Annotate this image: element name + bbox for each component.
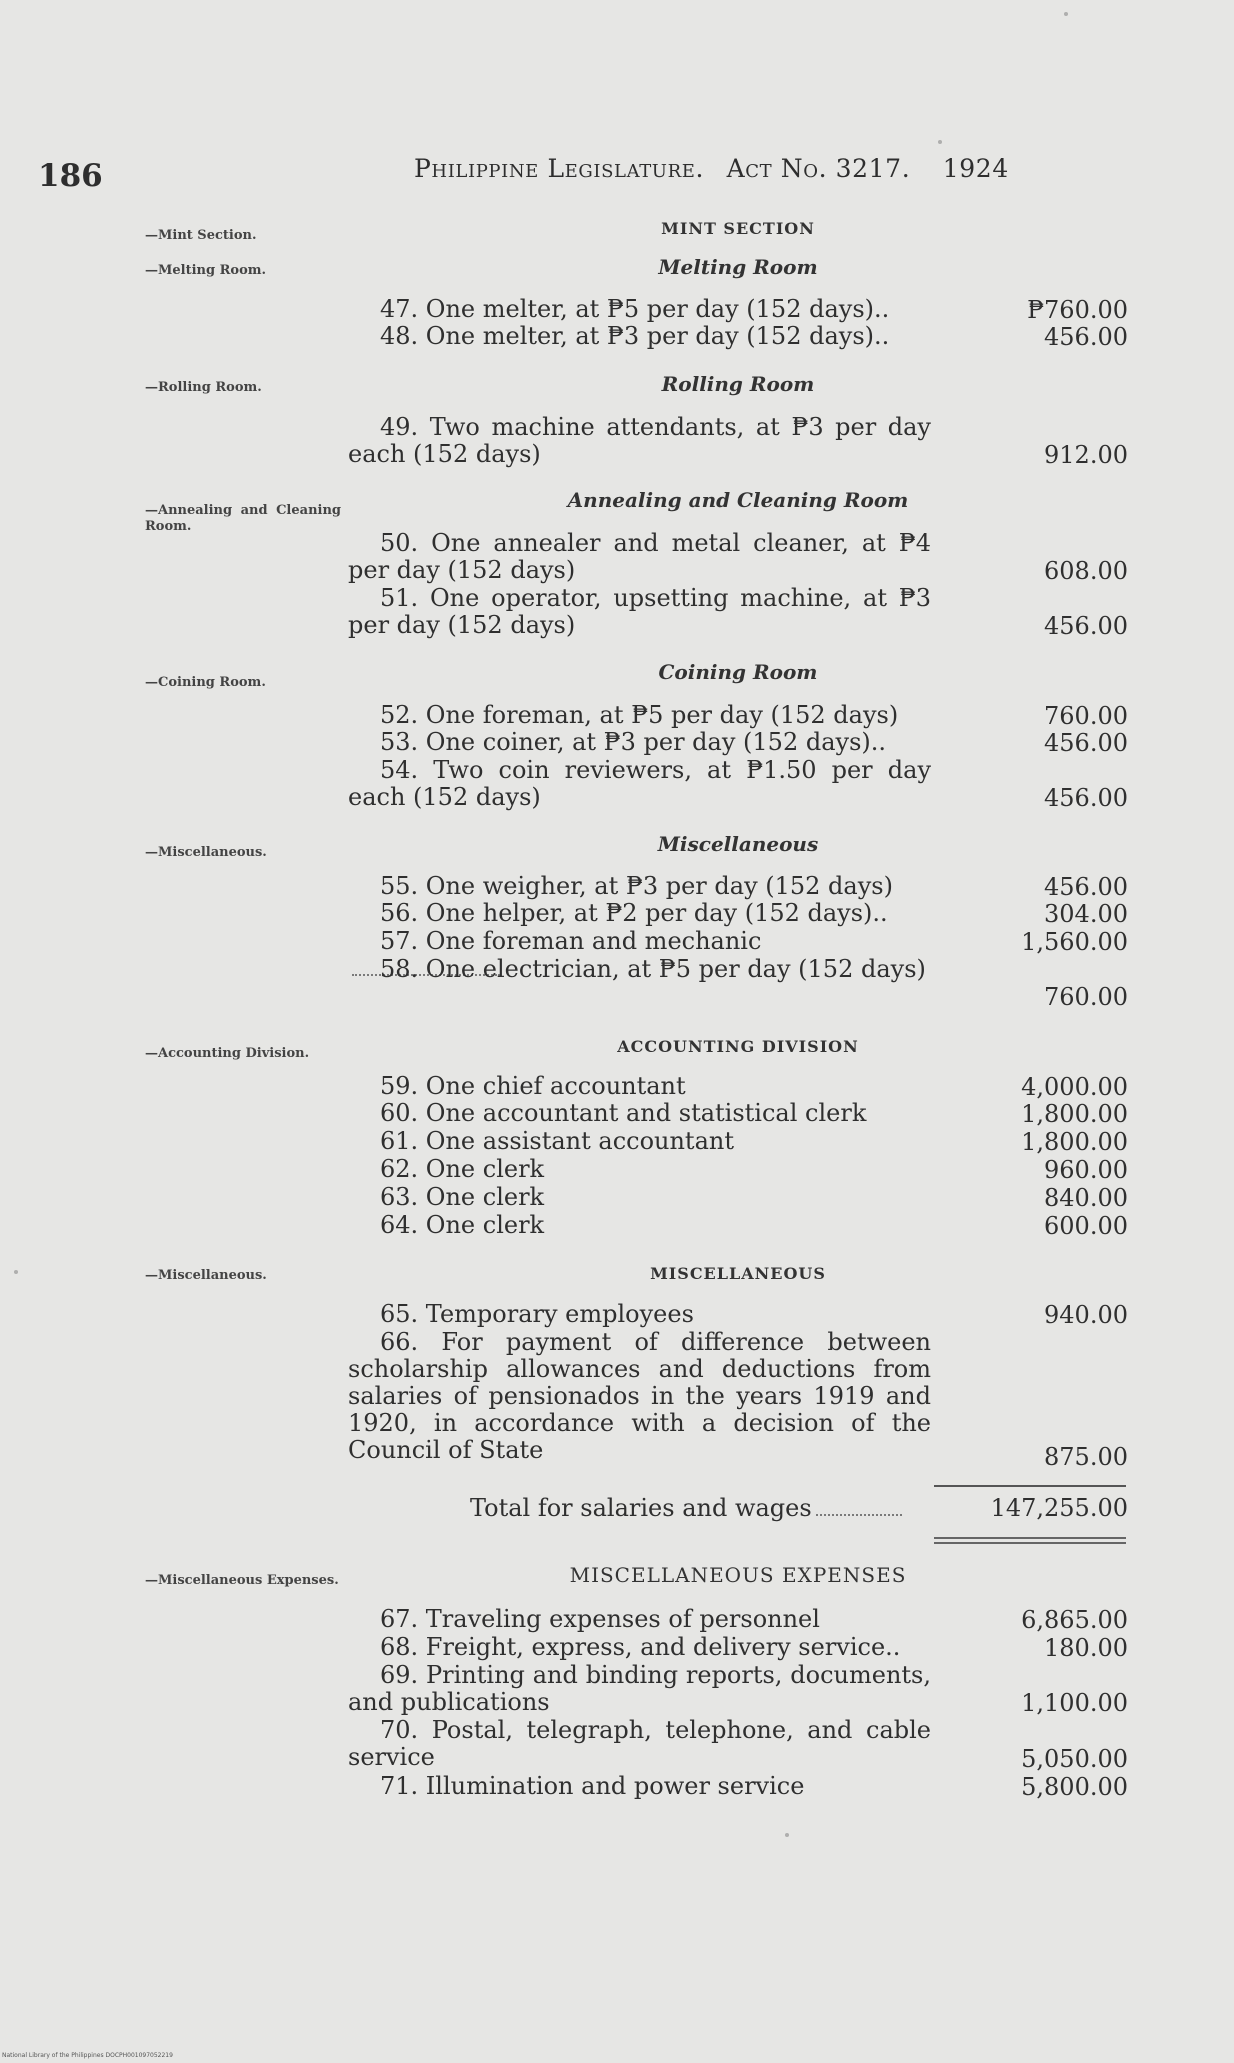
item-amount: 6,865.00 bbox=[1021, 1606, 1128, 1634]
item-amount: 940.00 bbox=[1044, 1301, 1128, 1329]
list-item: 56. One helper, at ₱2 per day (152 days).. bbox=[380, 899, 888, 927]
page-number: 186 bbox=[38, 158, 103, 194]
total-label: Total for salaries and wages bbox=[470, 1494, 902, 1522]
list-item: 68. Freight, express, and delivery service.. bbox=[380, 1633, 901, 1661]
list-item: 49. Two machine attendants, at ₱3 per day each (152 days) bbox=[348, 413, 931, 468]
list-item: 71. Illumination and power service bbox=[380, 1772, 805, 1800]
subsection-heading: Annealing and Cleaning Room bbox=[567, 488, 909, 512]
item-amount: 5,050.00 bbox=[1021, 1745, 1128, 1773]
list-item: 48. One melter, at ₱3 per day (152 days).. bbox=[380, 322, 890, 350]
item-amount: 960.00 bbox=[1044, 1156, 1128, 1184]
item-amount: 1,560.00 bbox=[1021, 928, 1128, 956]
margin-note-miscellaneous: —Miscellaneous. bbox=[145, 845, 267, 860]
list-item: 54. Two coin reviewers, at ₱1.50 per day each (152 days) bbox=[348, 756, 931, 811]
total-rule bbox=[934, 1485, 1126, 1487]
item-amount: 608.00 bbox=[1044, 557, 1128, 585]
running-head-year: 1924 bbox=[942, 154, 1009, 183]
scan-speck bbox=[14, 1270, 18, 1274]
section-heading: MISCELLANEOUS bbox=[650, 1264, 826, 1283]
running-head-act: Act No. 3217. bbox=[726, 154, 911, 183]
list-item: 57. One foreman and mechanic bbox=[348, 928, 931, 982]
item-amount: 456.00 bbox=[1044, 784, 1128, 812]
total-double-rule bbox=[934, 1537, 1126, 1544]
subsection-heading: Rolling Room bbox=[661, 372, 815, 396]
section-heading: MINT SECTION bbox=[661, 219, 815, 238]
list-item: 52. One foreman, at ₱5 per day (152 days) bbox=[380, 701, 899, 729]
list-item: 53. One coiner, at ₱3 per day (152 days).. bbox=[380, 728, 887, 756]
item-amount: 760.00 bbox=[1044, 702, 1128, 730]
margin-note-miscellaneous-expenses: —Miscellaneous Expenses. bbox=[145, 1573, 339, 1588]
scan-speck bbox=[938, 140, 942, 144]
list-item: 51. One operator, upsetting machine, at ₱3 per day (152 days) bbox=[348, 584, 931, 639]
item-amount: 600.00 bbox=[1044, 1212, 1128, 1240]
item-amount: 4,000.00 bbox=[1021, 1073, 1128, 1101]
list-item: 66. For payment of difference between scholarship allowances and deductions from salaries of pensionados in the years 1919 and 1920, in accordance with a decision of the Council of State bbox=[348, 1328, 931, 1464]
item-amount: 912.00 bbox=[1044, 441, 1128, 469]
list-item: 61. One assistant accountant bbox=[380, 1127, 734, 1155]
list-item: 55. One weigher, at ₱3 per day (152 days) bbox=[380, 872, 893, 900]
running-head-title: Philippine Legislature. bbox=[414, 154, 705, 183]
margin-note-melting-room: —Melting Room. bbox=[145, 263, 267, 278]
item-amount: 1,800.00 bbox=[1021, 1100, 1128, 1128]
item-amount: 5,800.00 bbox=[1021, 1773, 1128, 1801]
list-item: 70. Postal, telegraph, telephone, and cable service bbox=[348, 1716, 931, 1771]
list-item: 60. One accountant and statistical clerk bbox=[380, 1099, 867, 1127]
item-amount: 304.00 bbox=[1044, 900, 1128, 928]
item-amount: 456.00 bbox=[1044, 729, 1128, 757]
list-item: 67. Traveling expenses of personnel bbox=[380, 1605, 820, 1633]
total-amount: 147,255.00 bbox=[990, 1494, 1128, 1522]
item-amount: 456.00 bbox=[1044, 873, 1128, 901]
list-item: 69. Printing and binding reports, documents, and publications bbox=[348, 1661, 931, 1716]
running-head bbox=[414, 154, 1009, 183]
subsection-heading: Coining Room bbox=[658, 660, 818, 684]
margin-note-rolling-room: —Rolling Room. bbox=[145, 380, 262, 395]
section-heading: MISCELLANEOUS EXPENSES bbox=[569, 1563, 907, 1587]
scan-footer: National Library of the Philippines DOCPH001097052219 bbox=[2, 2052, 173, 2059]
scan-speck bbox=[785, 1833, 789, 1837]
item-amount: 840.00 bbox=[1044, 1184, 1128, 1212]
list-item: 64. One clerk bbox=[380, 1211, 545, 1239]
item-amount: 1,100.00 bbox=[1021, 1689, 1128, 1717]
list-item: 59. One chief accountant bbox=[380, 1072, 686, 1100]
list-item: 65. Temporary employees bbox=[380, 1300, 694, 1328]
section-heading: ACCOUNTING DIVISION bbox=[617, 1037, 859, 1056]
subsection-heading: Melting Room bbox=[658, 255, 818, 279]
list-item: 63. One clerk bbox=[380, 1183, 545, 1211]
list-item: 58. One electrician, at ₱5 per day (152 days) bbox=[380, 955, 926, 983]
list-item: 62. One clerk bbox=[380, 1155, 545, 1183]
item-amount: 1,800.00 bbox=[1021, 1128, 1128, 1156]
list-item: 47. One melter, at ₱5 per day (152 days).. bbox=[380, 295, 890, 323]
margin-note-annealing-room: —Annealing and Cleaning Room. bbox=[145, 503, 341, 534]
margin-note-accounting-division: —Accounting Division. bbox=[145, 1046, 310, 1061]
margin-note-mint-section: —Mint Section. bbox=[145, 228, 257, 243]
scan-speck bbox=[1064, 12, 1068, 16]
item-amount: 456.00 bbox=[1044, 323, 1128, 351]
subsection-heading: Miscellaneous bbox=[657, 832, 819, 856]
item-amount: 456.00 bbox=[1044, 612, 1128, 640]
margin-note-coining-room: —Coining Room. bbox=[145, 675, 266, 690]
item-amount: 760.00 bbox=[1044, 983, 1128, 1011]
list-item: 50. One annealer and metal cleaner, at ₱4 per day (152 days) bbox=[348, 529, 931, 584]
item-amount: ₱760.00 bbox=[1027, 296, 1128, 324]
item-amount: 180.00 bbox=[1044, 1634, 1128, 1662]
item-amount: 875.00 bbox=[1044, 1443, 1128, 1471]
margin-note-miscellaneous: —Miscellaneous. bbox=[145, 1268, 267, 1283]
